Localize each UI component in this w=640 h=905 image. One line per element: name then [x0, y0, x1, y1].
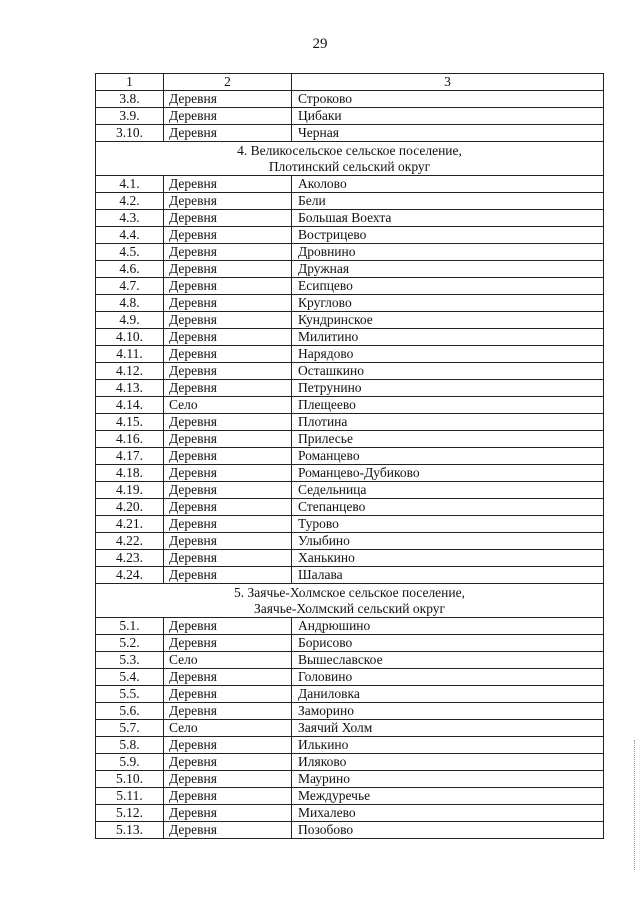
- settlement-type-cell: Деревня: [164, 210, 292, 227]
- row-number-cell: 4.23.: [96, 550, 164, 567]
- settlement-name-cell: Головино: [292, 669, 604, 686]
- table-row: [96, 567, 604, 584]
- table-row: [96, 176, 604, 193]
- row-number-cell: 4.19.: [96, 482, 164, 499]
- settlement-type-cell: Деревня: [164, 482, 292, 499]
- row-number-cell: 5.10.: [96, 771, 164, 788]
- row-number-cell: 4.18.: [96, 465, 164, 482]
- settlement-name-cell: Междуречье: [292, 788, 604, 805]
- settlement-type-cell: Деревня: [164, 567, 292, 584]
- settlement-name-cell: Романцево: [292, 448, 604, 465]
- table-row: [96, 414, 604, 431]
- settlement-name-cell: Иляково: [292, 754, 604, 771]
- settlement-type-cell: Деревня: [164, 618, 292, 635]
- table-row: [96, 737, 604, 754]
- settlement-name-cell: Вышеславское: [292, 652, 604, 669]
- settlement-name-cell: Улыбино: [292, 533, 604, 550]
- table-row: [96, 465, 604, 482]
- settlement-name-cell: Кундринское: [292, 312, 604, 329]
- settlement-type-cell: Деревня: [164, 533, 292, 550]
- table-row: [96, 329, 604, 346]
- settlement-name-cell: Андрюшино: [292, 618, 604, 635]
- row-number-cell: 5.13.: [96, 822, 164, 839]
- settlement-type-cell: Деревня: [164, 295, 292, 312]
- settlement-type-cell: Деревня: [164, 737, 292, 754]
- row-number-cell: 3.8.: [96, 91, 164, 108]
- settlement-type-cell: Деревня: [164, 431, 292, 448]
- settlement-type-cell: Деревня: [164, 125, 292, 142]
- row-number-cell: 4.3.: [96, 210, 164, 227]
- settlement-type-cell: Село: [164, 652, 292, 669]
- table-row: [96, 482, 604, 499]
- table-row: [96, 669, 604, 686]
- table-row: [96, 227, 604, 244]
- row-number-cell: 4.8.: [96, 295, 164, 312]
- settlement-name-cell: Степанцево: [292, 499, 604, 516]
- settlement-name-cell: Аколово: [292, 176, 604, 193]
- settlements-table: [95, 73, 604, 839]
- row-number-cell: 4.13.: [96, 380, 164, 397]
- table-row: [96, 822, 604, 839]
- row-number-cell: 4.4.: [96, 227, 164, 244]
- settlement-name-cell: Плотина: [292, 414, 604, 431]
- table-header-row: [96, 74, 604, 91]
- row-number-cell: 4.11.: [96, 346, 164, 363]
- section-heading-line: 5. Заячье-Холмское сельское поселение,: [234, 585, 465, 600]
- row-number-cell: 3.9.: [96, 108, 164, 125]
- row-number-cell: 4.2.: [96, 193, 164, 210]
- table-row: [96, 686, 604, 703]
- row-number-cell: 4.5.: [96, 244, 164, 261]
- settlement-type-cell: Деревня: [164, 312, 292, 329]
- page-number: 29: [312, 36, 328, 52]
- settlement-name-cell: Позобово: [292, 822, 604, 839]
- settlement-type-cell: Деревня: [164, 805, 292, 822]
- row-number-cell: 4.21.: [96, 516, 164, 533]
- row-number-cell: 5.5.: [96, 686, 164, 703]
- section-heading-line: 4. Великосельское сельское поселение,: [237, 143, 462, 158]
- row-number-cell: 5.1.: [96, 618, 164, 635]
- settlement-name-cell: Заячий Холм: [292, 720, 604, 737]
- row-number-cell: 4.16.: [96, 431, 164, 448]
- settlement-type-cell: Село: [164, 397, 292, 414]
- row-number-cell: 4.6.: [96, 261, 164, 278]
- table-row: [96, 533, 604, 550]
- settlement-name-cell: Борисово: [292, 635, 604, 652]
- settlement-type-cell: Деревня: [164, 363, 292, 380]
- settlement-name-cell: Вострицево: [292, 227, 604, 244]
- settlement-name-cell: Милитино: [292, 329, 604, 346]
- settlement-type-cell: Деревня: [164, 686, 292, 703]
- settlement-type-cell: Село: [164, 720, 292, 737]
- settlement-type-cell: Деревня: [164, 91, 292, 108]
- settlement-type-cell: Деревня: [164, 193, 292, 210]
- row-number-cell: 5.2.: [96, 635, 164, 652]
- settlement-name-cell: Романцево-Дубиково: [292, 465, 604, 482]
- table-row: [96, 499, 604, 516]
- table-row: [96, 244, 604, 261]
- row-number-cell: 3.10.: [96, 125, 164, 142]
- row-number-cell: 4.7.: [96, 278, 164, 295]
- settlement-name-cell: Плещеево: [292, 397, 604, 414]
- scan-edge-mark: [634, 740, 638, 870]
- row-number-cell: 5.4.: [96, 669, 164, 686]
- settlement-name-cell: Цибаки: [292, 108, 604, 125]
- row-number-cell: 5.7.: [96, 720, 164, 737]
- table-row: [96, 193, 604, 210]
- settlement-type-cell: Деревня: [164, 669, 292, 686]
- row-number-cell: 4.14.: [96, 397, 164, 414]
- settlement-name-cell: Седельница: [292, 482, 604, 499]
- table-row: [96, 346, 604, 363]
- section-heading-line: Заячье-Холмский сельский округ: [253, 601, 446, 616]
- settlement-name-cell: Осташкино: [292, 363, 604, 380]
- settlement-name-cell: Прилесье: [292, 431, 604, 448]
- table-row: [96, 635, 604, 652]
- settlement-name-cell: Заморино: [292, 703, 604, 720]
- table-row: [96, 312, 604, 329]
- table-row: [96, 261, 604, 278]
- settlement-type-cell: Деревня: [164, 108, 292, 125]
- settlement-type-cell: Деревня: [164, 550, 292, 567]
- settlement-name-cell: Маурино: [292, 771, 604, 788]
- settlement-name-cell: Дружная: [292, 261, 604, 278]
- section-heading: [96, 142, 604, 176]
- settlement-name-cell: Черная: [292, 125, 604, 142]
- settlement-type-cell: Деревня: [164, 448, 292, 465]
- settlement-type-cell: Деревня: [164, 227, 292, 244]
- table-row: [96, 431, 604, 448]
- table-row: [96, 125, 604, 142]
- row-number-cell: 4.22.: [96, 533, 164, 550]
- settlement-name-cell: Турово: [292, 516, 604, 533]
- table-row: [96, 380, 604, 397]
- settlement-name-cell: Петрунино: [292, 380, 604, 397]
- settlement-type-cell: Деревня: [164, 278, 292, 295]
- section-heading: [96, 584, 604, 618]
- table-row: [96, 788, 604, 805]
- row-number-cell: 4.15.: [96, 414, 164, 431]
- row-number-cell: 4.9.: [96, 312, 164, 329]
- table-row: [96, 618, 604, 635]
- table-row: [96, 703, 604, 720]
- row-number-cell: 5.3.: [96, 652, 164, 669]
- settlement-type-cell: Деревня: [164, 414, 292, 431]
- settlement-type-cell: Деревня: [164, 329, 292, 346]
- settlement-name-cell: Бели: [292, 193, 604, 210]
- settlement-type-cell: Деревня: [164, 703, 292, 720]
- settlement-type-cell: Деревня: [164, 244, 292, 261]
- settlement-type-cell: Деревня: [164, 516, 292, 533]
- settlement-name-cell: Есипцево: [292, 278, 604, 295]
- settlement-type-cell: Деревня: [164, 465, 292, 482]
- row-number-cell: 5.6.: [96, 703, 164, 720]
- settlement-name-cell: Шалава: [292, 567, 604, 584]
- table-row: [96, 363, 604, 380]
- settlement-name-cell: Строково: [292, 91, 604, 108]
- row-number-cell: 4.20.: [96, 499, 164, 516]
- section-heading-line: Плотинский сельский округ: [268, 159, 431, 174]
- row-number-cell: 5.12.: [96, 805, 164, 822]
- settlement-name-cell: Даниловка: [292, 686, 604, 703]
- row-number-cell: 5.11.: [96, 788, 164, 805]
- settlement-type-cell: Деревня: [164, 822, 292, 839]
- settlement-name-cell: Илькино: [292, 737, 604, 754]
- settlement-name-cell: Михалево: [292, 805, 604, 822]
- table-row: [96, 91, 604, 108]
- row-number-cell: 4.10.: [96, 329, 164, 346]
- settlement-type-cell: Деревня: [164, 771, 292, 788]
- row-number-cell: 4.17.: [96, 448, 164, 465]
- settlement-name-cell: Дровнино: [292, 244, 604, 261]
- row-number-cell: 4.24.: [96, 567, 164, 584]
- settlement-name-cell: Круглово: [292, 295, 604, 312]
- table-row: [96, 210, 604, 227]
- settlement-type-cell: Деревня: [164, 261, 292, 278]
- column-header-number: 1: [96, 74, 164, 91]
- settlement-type-cell: Деревня: [164, 635, 292, 652]
- table-row: [96, 278, 604, 295]
- table-row: [96, 550, 604, 567]
- table-row: [96, 108, 604, 125]
- row-number-cell: 5.8.: [96, 737, 164, 754]
- row-number-cell: 5.9.: [96, 754, 164, 771]
- settlement-name-cell: Нарядово: [292, 346, 604, 363]
- settlement-name-cell: Большая Воехта: [292, 210, 604, 227]
- table-row: [96, 771, 604, 788]
- settlement-type-cell: Деревня: [164, 176, 292, 193]
- table-row: [96, 397, 604, 414]
- table-row: [96, 805, 604, 822]
- table-row: [96, 448, 604, 465]
- table-row: [96, 720, 604, 737]
- column-header-type: 2: [164, 74, 292, 91]
- section-heading-row: [96, 584, 604, 618]
- table-row: [96, 652, 604, 669]
- settlement-type-cell: Деревня: [164, 346, 292, 363]
- row-number-cell: 4.1.: [96, 176, 164, 193]
- table-row: [96, 295, 604, 312]
- settlement-type-cell: Деревня: [164, 380, 292, 397]
- settlement-type-cell: Деревня: [164, 788, 292, 805]
- column-header-name: 3: [292, 74, 604, 91]
- row-number-cell: 4.12.: [96, 363, 164, 380]
- settlement-type-cell: Деревня: [164, 499, 292, 516]
- table-row: [96, 754, 604, 771]
- table-row: [96, 516, 604, 533]
- section-heading-row: [96, 142, 604, 176]
- settlement-type-cell: Деревня: [164, 754, 292, 771]
- settlement-name-cell: Ханькино: [292, 550, 604, 567]
